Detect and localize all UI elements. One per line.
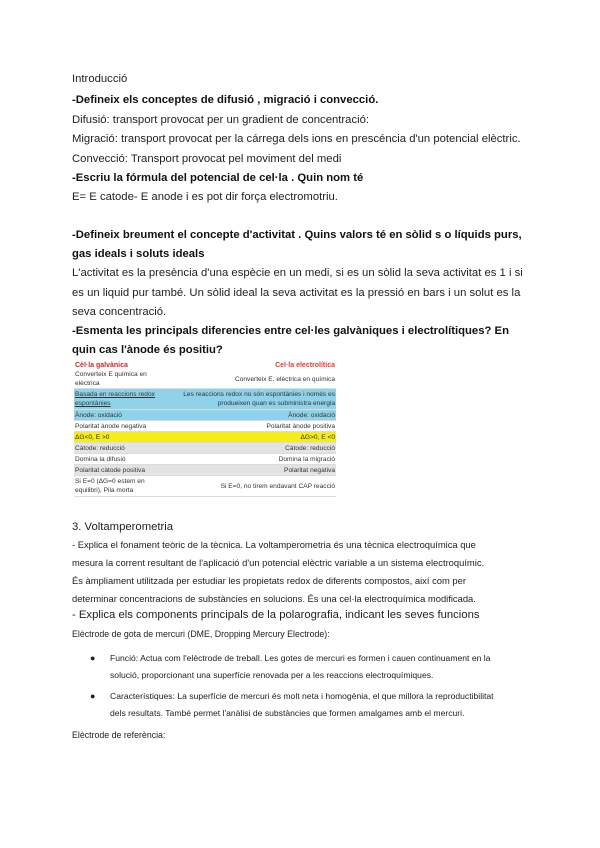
def-conveccio: Convecció: Transport provocat pel moviment del medi — [72, 153, 342, 165]
answer-activitat-l3: seva concentració. — [72, 306, 167, 318]
formula-answer: E= E catode- E anode i es pot dir força electromotriu. — [72, 191, 338, 203]
question-formula: -Escriu la fórmula del potencial de cel·la . Quin nom té — [72, 172, 364, 184]
table-cell: Polaritat negativa — [165, 465, 336, 476]
bullet-text-l1: Característiques: La superfície de mercuri és molt neta i homogènia, el que millora la reproductibilitat — [110, 691, 494, 701]
table-cell: Ànode: oxidació — [74, 410, 165, 421]
table-cell: Càtode: reducció — [74, 443, 165, 454]
table-cell: Converteix E química en elèctrica — [74, 370, 165, 389]
table-cell: Càtode: reducció — [165, 443, 336, 454]
reference-electrode-heading: Elèctrode de referència: — [72, 730, 166, 740]
table-cell: Si E=0, no tirem endavant CAP reacció — [165, 476, 336, 497]
table-cell: Polaritat càtode positiva — [74, 465, 165, 476]
dme-heading: Elèctrode de gota de mercuri (DME, Dropping Mercury Electrode): — [72, 629, 330, 639]
table-row — [74, 421, 336, 432]
volt-paragraph-l3: És àmpliament utilitzada per estudiar les propietats redox de diferents compostos, així com per — [72, 575, 466, 586]
def-migracio: Migració: transport provocat per la cárrega dels ions en prescéncia d'un potencial elèctric. — [72, 133, 521, 145]
table-cell: ΔG>0, E <0 — [165, 432, 336, 443]
table-row — [74, 454, 336, 465]
table-row — [74, 410, 336, 421]
table-cell: Domina la migració — [165, 454, 336, 465]
table-row — [74, 432, 336, 443]
def-difusio: Difusió: transport provocat per un gradient de concentració: — [72, 114, 370, 126]
list-item — [72, 688, 532, 722]
table-row — [74, 476, 336, 497]
bullet-icon: ● — [90, 691, 96, 701]
answer-activitat-l2: es un liquid pur també. Un sòlid ideal la seva activitat es la pressió en bars i un solut es la — [72, 287, 521, 299]
table-header-galvanica: Cèl·la galvànica — [75, 361, 128, 369]
volt-paragraph-l4: determinar concentracions de substàncies en solucions. És una cel·la electroquímica modificada. — [72, 593, 476, 604]
bullet-text-l2: solució, proporcionant una superfície renovada per a les reaccions electroquímiques. — [110, 670, 434, 680]
table-cell: Polaritat ànode positiva — [165, 421, 336, 432]
table-cell: ΔG<0, E >0 — [74, 432, 165, 443]
list-item — [72, 650, 532, 684]
dme-bullet-list — [72, 650, 532, 726]
bullet-icon: ● — [90, 653, 96, 663]
comparison-table — [74, 360, 336, 497]
table-cell: Converteix E. elèctrica en química — [165, 370, 336, 389]
question-activitat-l2: gas ideals i soluts ideals — [72, 248, 205, 260]
table-header-electrolitica: Cel·la electrolítica — [275, 361, 335, 369]
table-row — [74, 389, 336, 410]
table-row — [74, 465, 336, 476]
volt-paragraph-l2: mesura la corrent resultant de l'aplicació d'un potencial elèctric variable a un sistema electroquímic. — [72, 557, 485, 568]
table-cell: Polaritat ànode negativa — [74, 421, 165, 432]
table-cell: Ànode: oxidació — [165, 410, 336, 421]
table-cell: Si E=0 (ΔG=0 estem en equilibri), Pila morta — [74, 476, 165, 497]
table-header-row — [74, 360, 336, 370]
bullet-text-l2: dels resultats. També permet l'anàlisi de substàncies que formen amalgames amb el mercuri. — [110, 708, 465, 718]
bullet-text-l1: Funció: Actua com l'elèctrode de treball. Les gotes de mercuri es formen i cauen continuament en la — [110, 653, 491, 663]
table-row — [74, 370, 336, 389]
question-activitat-l1: -Defineix breument el concepte d'activitat . Quins valors té en sòlid s o líquids purs, — [72, 229, 522, 241]
answer-activitat-l1: L'activitat es la presència d'una espècie en un medi, si es un sòlid la seva activitat es 1 i si — [72, 267, 523, 279]
question-difusio: -Defineix els conceptes de difusió , migració i convecció. — [72, 94, 379, 106]
intro-heading: Introducció — [72, 73, 128, 85]
section-heading-voltamperometria: 3. Voltamperometria — [72, 521, 174, 533]
table-cell: Domina la difusió — [74, 454, 165, 465]
question-celles-l1: -Esmenta les principals diferencies entre cel·les galvàniques i electrolítiques? En — [72, 325, 509, 337]
question-celles-l2: quin cas l'ànode és positiu? — [72, 344, 223, 356]
volt-paragraph-l1: - Explica el fonament teòric de la tècnica. La voltamperometria és una tècnica electroquímica que — [72, 539, 476, 550]
table-row — [74, 443, 336, 454]
question-polarografia: - Explica els components principals de la polarografia, indicant les seves funcions — [72, 609, 480, 621]
table-cell: Les reaccions redox no són espontànies i només es produeixen quan es subministra energia — [165, 389, 336, 410]
table-cell: Basada en reaccions redox espontànies — [74, 389, 165, 410]
